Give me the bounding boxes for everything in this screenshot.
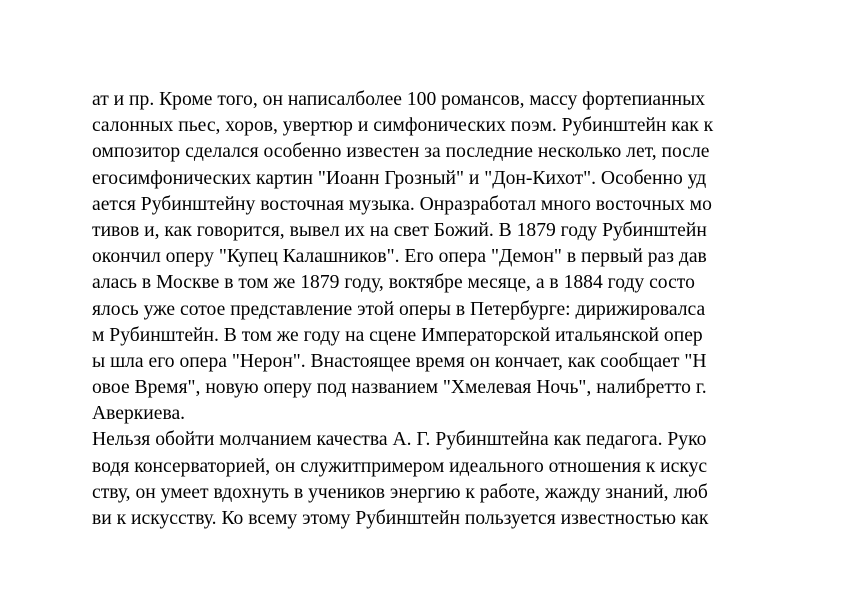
text-line: ается Рубинштейну восточная музыка. Онразработал много восточных мо xyxy=(92,193,712,215)
text-line: Нельзя обойти молчанием качества А. Г. Рубинштейна как педагога. Руко xyxy=(92,429,707,451)
text-line: ы шла его опера "Нерон". Внастоящее время он кончает, как сообщает "Н xyxy=(92,350,707,372)
text-line: ству, он умеет вдохнуть в учеников энергию к работе, жажду знаний, люб xyxy=(92,481,708,503)
text-line: егосимфонических картин "Иоанн Грозный" и "Дон-Кихот". Особенно уд xyxy=(92,167,707,189)
text-line: окончил оперу "Купец Калашников". Его опера "Демон" в первый раз дав xyxy=(92,246,707,268)
text-line: салонных пьес, хоров, увертюр и симфонических поэм. Рубинштейн как к xyxy=(92,115,714,137)
text-line: овое Время", новую оперу под названием "Хмелевая Ночь", налибретто г. xyxy=(92,377,707,399)
text-line: тивов и, как говорится, вывел их на свет Божий. В 1879 году Рубинштейн xyxy=(92,219,707,241)
text-line: ви к искусству. Ко всему этому Рубинштейн пользуется известностью как xyxy=(92,508,709,529)
text-line: ялось уже сотое представление этой оперы в Петербурге: дирижировалса xyxy=(92,298,706,320)
body-text xyxy=(92,87,792,532)
text-line: алась в Москве в том же 1879 году, воктябре месяце, а в 1884 году состо xyxy=(92,272,695,294)
text-line: водя консерваторией, он служитпримером идеального отношения к искус xyxy=(92,455,708,477)
text-line: м Рубинштейн. В том же году на сцене Императорской итальянской опер xyxy=(92,324,703,346)
text-line: омпозитор сделался особенно известен за последние несколько лет, после xyxy=(92,141,710,163)
text-line: ат и пр. Кроме того, он написалболее 100 романсов, массу фортепианных xyxy=(92,89,706,110)
text-line: Аверкиева. xyxy=(92,403,186,425)
